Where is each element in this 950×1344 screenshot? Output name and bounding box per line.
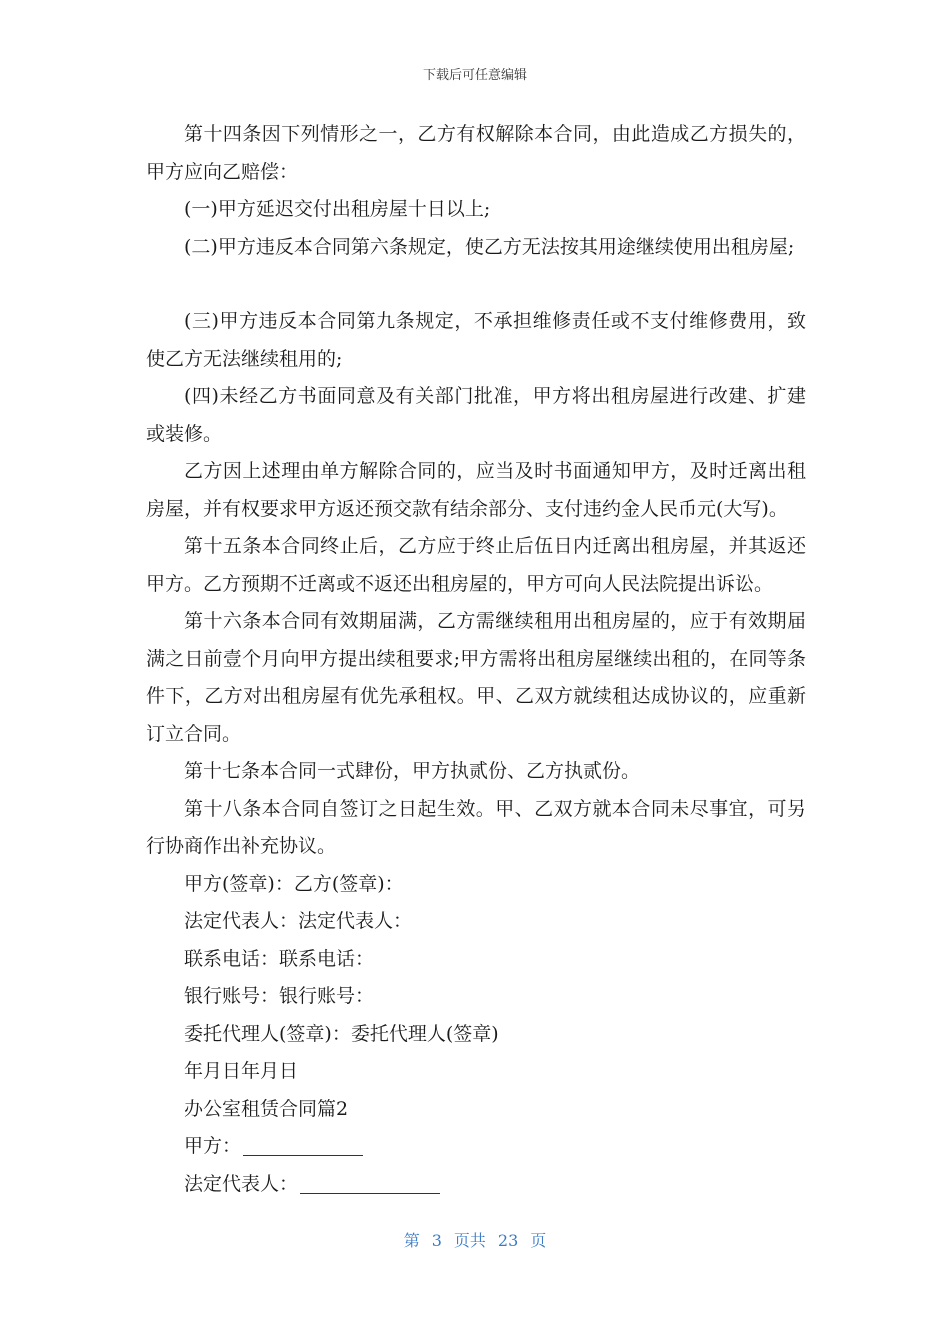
- signature-line: 法定代表人：法定代表人：: [184, 910, 413, 932]
- footer-middle: 页共: [453, 1231, 486, 1250]
- page-header: 下载后可任意编辑: [422, 68, 527, 83]
- signature-line: 联系电话：联系电话：: [184, 947, 375, 970]
- signature-line: 银行账号：银行账号：: [184, 985, 375, 1007]
- paragraph: (二)甲方违反本合同第六条规定，使乙方无法按其用途继续使用出租房屋;: [184, 235, 795, 258]
- paragraph: 第十四条因下列情形之一，乙方有权解除本合同，由此造成乙方损失的，甲方应向乙赔偿：: [146, 123, 806, 183]
- signature-line: 甲方(签章)：乙方(签章)：: [184, 872, 404, 895]
- document-body: [146, 116, 806, 1203]
- paragraph: 第十五条本合同终止后，乙方应于终止后伍日内迁离出租房屋，并其返还甲方。乙方预期不迁离或不返还出租房屋的，甲方可向人民法院提出诉讼。: [146, 535, 806, 595]
- paragraph: (三)甲方违反本合同第九条规定，不承担维修责任或不支付维修费用，致使乙方无法继续租用的;: [146, 310, 806, 370]
- paragraph: (一)甲方延迟交付出租房屋十日以上;: [184, 198, 491, 220]
- page-footer: [0, 1228, 950, 1251]
- footer-prefix: 第: [403, 1231, 420, 1250]
- paragraph: (四)未经乙方书面同意及有关部门批准，甲方将出租房屋进行改建、扩建或装修。: [146, 385, 806, 445]
- field-label: 法定代表人：: [184, 1172, 299, 1195]
- spacer: [146, 266, 806, 303]
- fill-in-blank: [243, 1135, 363, 1156]
- current-page: 3: [431, 1231, 442, 1250]
- field-label: 甲方：: [184, 1135, 242, 1157]
- legal-rep-field: [146, 1166, 806, 1204]
- paragraph: 第十六条本合同有效期届满，乙方需继续租用出租房屋的，应于有效期届满之日前壹个月向甲方提出续租要求;甲方需将出租房屋继续出租的，在同等条件下，乙方对出租房屋有优先承租权。甲、乙双方就续租达成协议的，应重新订立合同。: [146, 610, 806, 745]
- paragraph: 第十八条本合同自签订之日起生效。甲、乙双方就本合同未尽事宜，可另行协商作出补充协议。: [146, 797, 806, 857]
- signature-line: 委托代理人(签章)：委托代理人(签章): [184, 1022, 499, 1045]
- fill-in-blank: [300, 1173, 440, 1194]
- paragraph: 乙方因上述理由单方解除合同的，应当及时书面通知甲方，及时迁离出租房屋，并有权要求甲方返还预交款有结余部分、支付违约金人民币元(大写)。: [146, 460, 806, 520]
- signature-line: 年月日年月日: [184, 1060, 299, 1082]
- total-pages: 23: [497, 1231, 519, 1250]
- paragraph: 第十七条本合同一式肆份，甲方执贰份、乙方执贰份。: [184, 760, 641, 782]
- footer-suffix: 页: [530, 1231, 547, 1250]
- section-title: 办公室租赁合同篇2: [184, 1097, 349, 1120]
- party-a-field: [146, 1128, 806, 1166]
